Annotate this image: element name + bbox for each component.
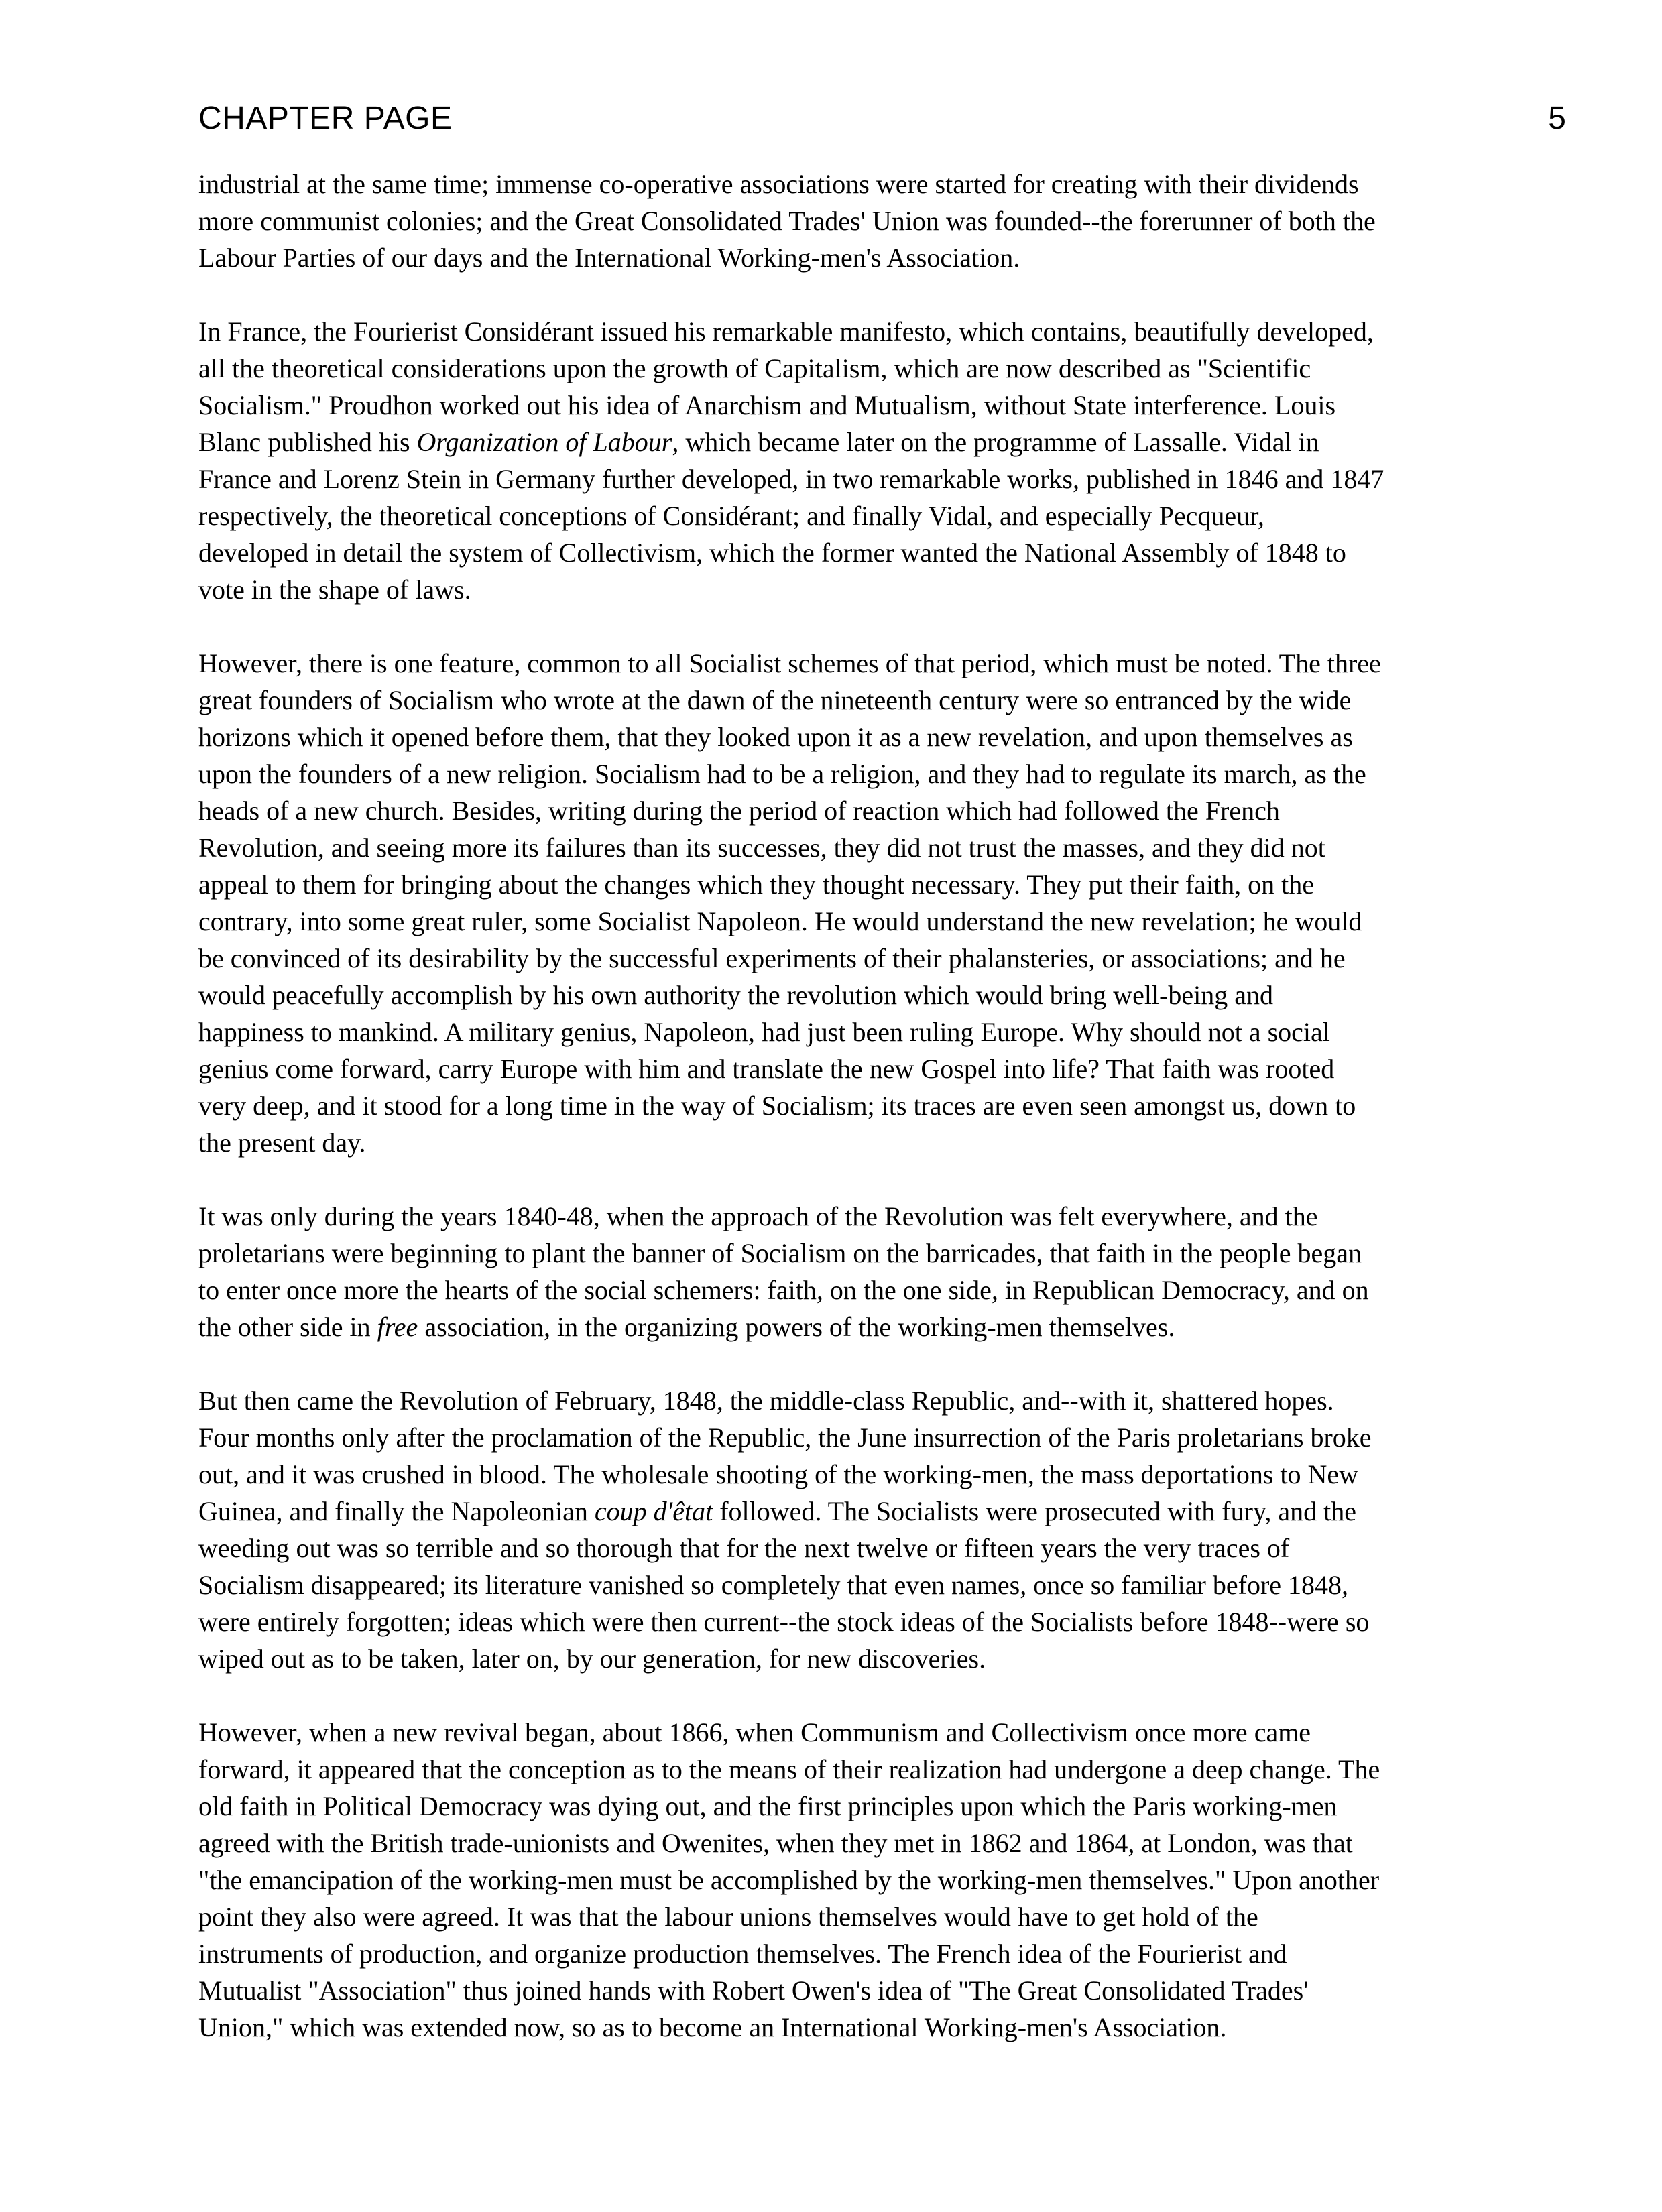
body-paragraph: However, when a new revival began, about 1866, when Communism and Collectivism once more came forward, it appeared that the conception as to the means of their realization had undergone a deep change. The old faith in Political Democracy was dying out, and the first principles upon which the Paris working-men agreed with the British trade-unionists and Owenites, when they met in 1862 and 1864, at London, was that "the emancipation of the working-men must be accomplished by the working-men themselves." Upon another point they also were agreed. It was that the labour unions themselves would have to get hold of the instruments of production, and organize production themselves. The French idea of the Fourierist and Mutualist "Association" thus joined hands with Robert Owen's idea of "The Great Consolidated Trades' Union," which was extended now, so as to become an International Working-men's Association. <box>198 1717 1380 2042</box>
body-paragraph: In France, the Fourierist Considérant issued his remarkable manifesto, which contains, beautifully developed, all the theoretical considerations upon the growth of Capitalism, which are now described as "Scientific Socialism." Proudhon worked out his idea of Anarchism and Mutualism, without State interference. Louis Blanc published his Organization of Labour, which became later on the programme of Lassalle. Vidal in France and Lorenz Stein in Germany further developed, in two remarkable works, published in 1846 and 1847 respectively, the theoretical conceptions of Considérant; and finally Vidal, and especially Pecqueur, developed in detail the system of Collectivism, which the former wanted the National Assembly of 1848 to vote in the shape of laws. <box>198 316 1384 605</box>
body-paragraph: It was only during the years 1840-48, when the approach of the Revolution was felt everywhere, and the proletarians were beginning to plant the banner of Socialism on the barricades, that faith in the people began to enter once more the hearts of the social schemers: faith, on the one side, in Republican Democracy, and on the other side in free association, in the organizing powers of the working-men themselves. <box>198 1201 1369 1342</box>
body-paragraph: However, there is one feature, common to all Socialist schemes of that period, which must be noted. The three great founders of Socialism who wrote at the dawn of the nineteenth century were so entranced by the wide horizons which it opened before them, that they looked upon it as a new revelation, and upon themselves as upon the founders of a new religion. Socialism had to be a religion, and they had to regulate its march, as the heads of a new church. Besides, writing during the period of reaction which had followed the French Revolution, and seeing more its failures than its successes, they did not trust the masses, and they did not appeal to them for bringing about the changes which they thought necessary. They put their faith, on the contrary, into some great ruler, some Socialist Napoleon. He would understand the new revelation; he would be convinced of its desirability by the successful experiments of their phalansteries, or associations; and he would peacefully accomplish by his own authority the revolution which would bring well-being and happiness to mankind. A military genius, Napoleon, had just been ruling Europe. Why should not a social genius come forward, carry Europe with him and translate the new Gospel into life? That faith was rooted very deep, and it stood for a long time in the way of Socialism; its traces are even seen amongst us, down to the present day. <box>198 648 1381 1158</box>
page-body <box>198 166 1640 2083</box>
page-number: 5 <box>1548 101 1566 136</box>
running-title: CHAPTER PAGE <box>198 101 453 136</box>
body-paragraph: But then came the Revolution of February, 1848, the middle-class Republic, and--with it, shattered hopes. Four months only after the proclamation of the Republic, the June insurrection of the Paris proletarians broke out, and it was crushed in blood. The wholesale shooting of the working-men, the mass deportations to New Guinea, and finally the Napoleonian coup d'êtat followed. The Socialists were prosecuted with fury, and the weeding out was so terrible and so thorough that for the next twelve or fifteen years the very traces of Socialism disappeared; its literature vanished so completely that even names, once so familiar before 1848, were entirely forgotten; ideas which were then current--the stock ideas of the Socialists before 1848--were so wiped out as to be taken, later on, by our generation, for new discoveries. <box>198 1386 1372 1674</box>
page-header <box>198 103 1566 135</box>
body-paragraph: industrial at the same time; immense co-operative associations were started for creating with their dividends more communist colonies; and the Great Consolidated Trades' Union was founded--the forerunner of both the Labour Parties of our days and the International Working-men's Association. <box>198 169 1376 273</box>
